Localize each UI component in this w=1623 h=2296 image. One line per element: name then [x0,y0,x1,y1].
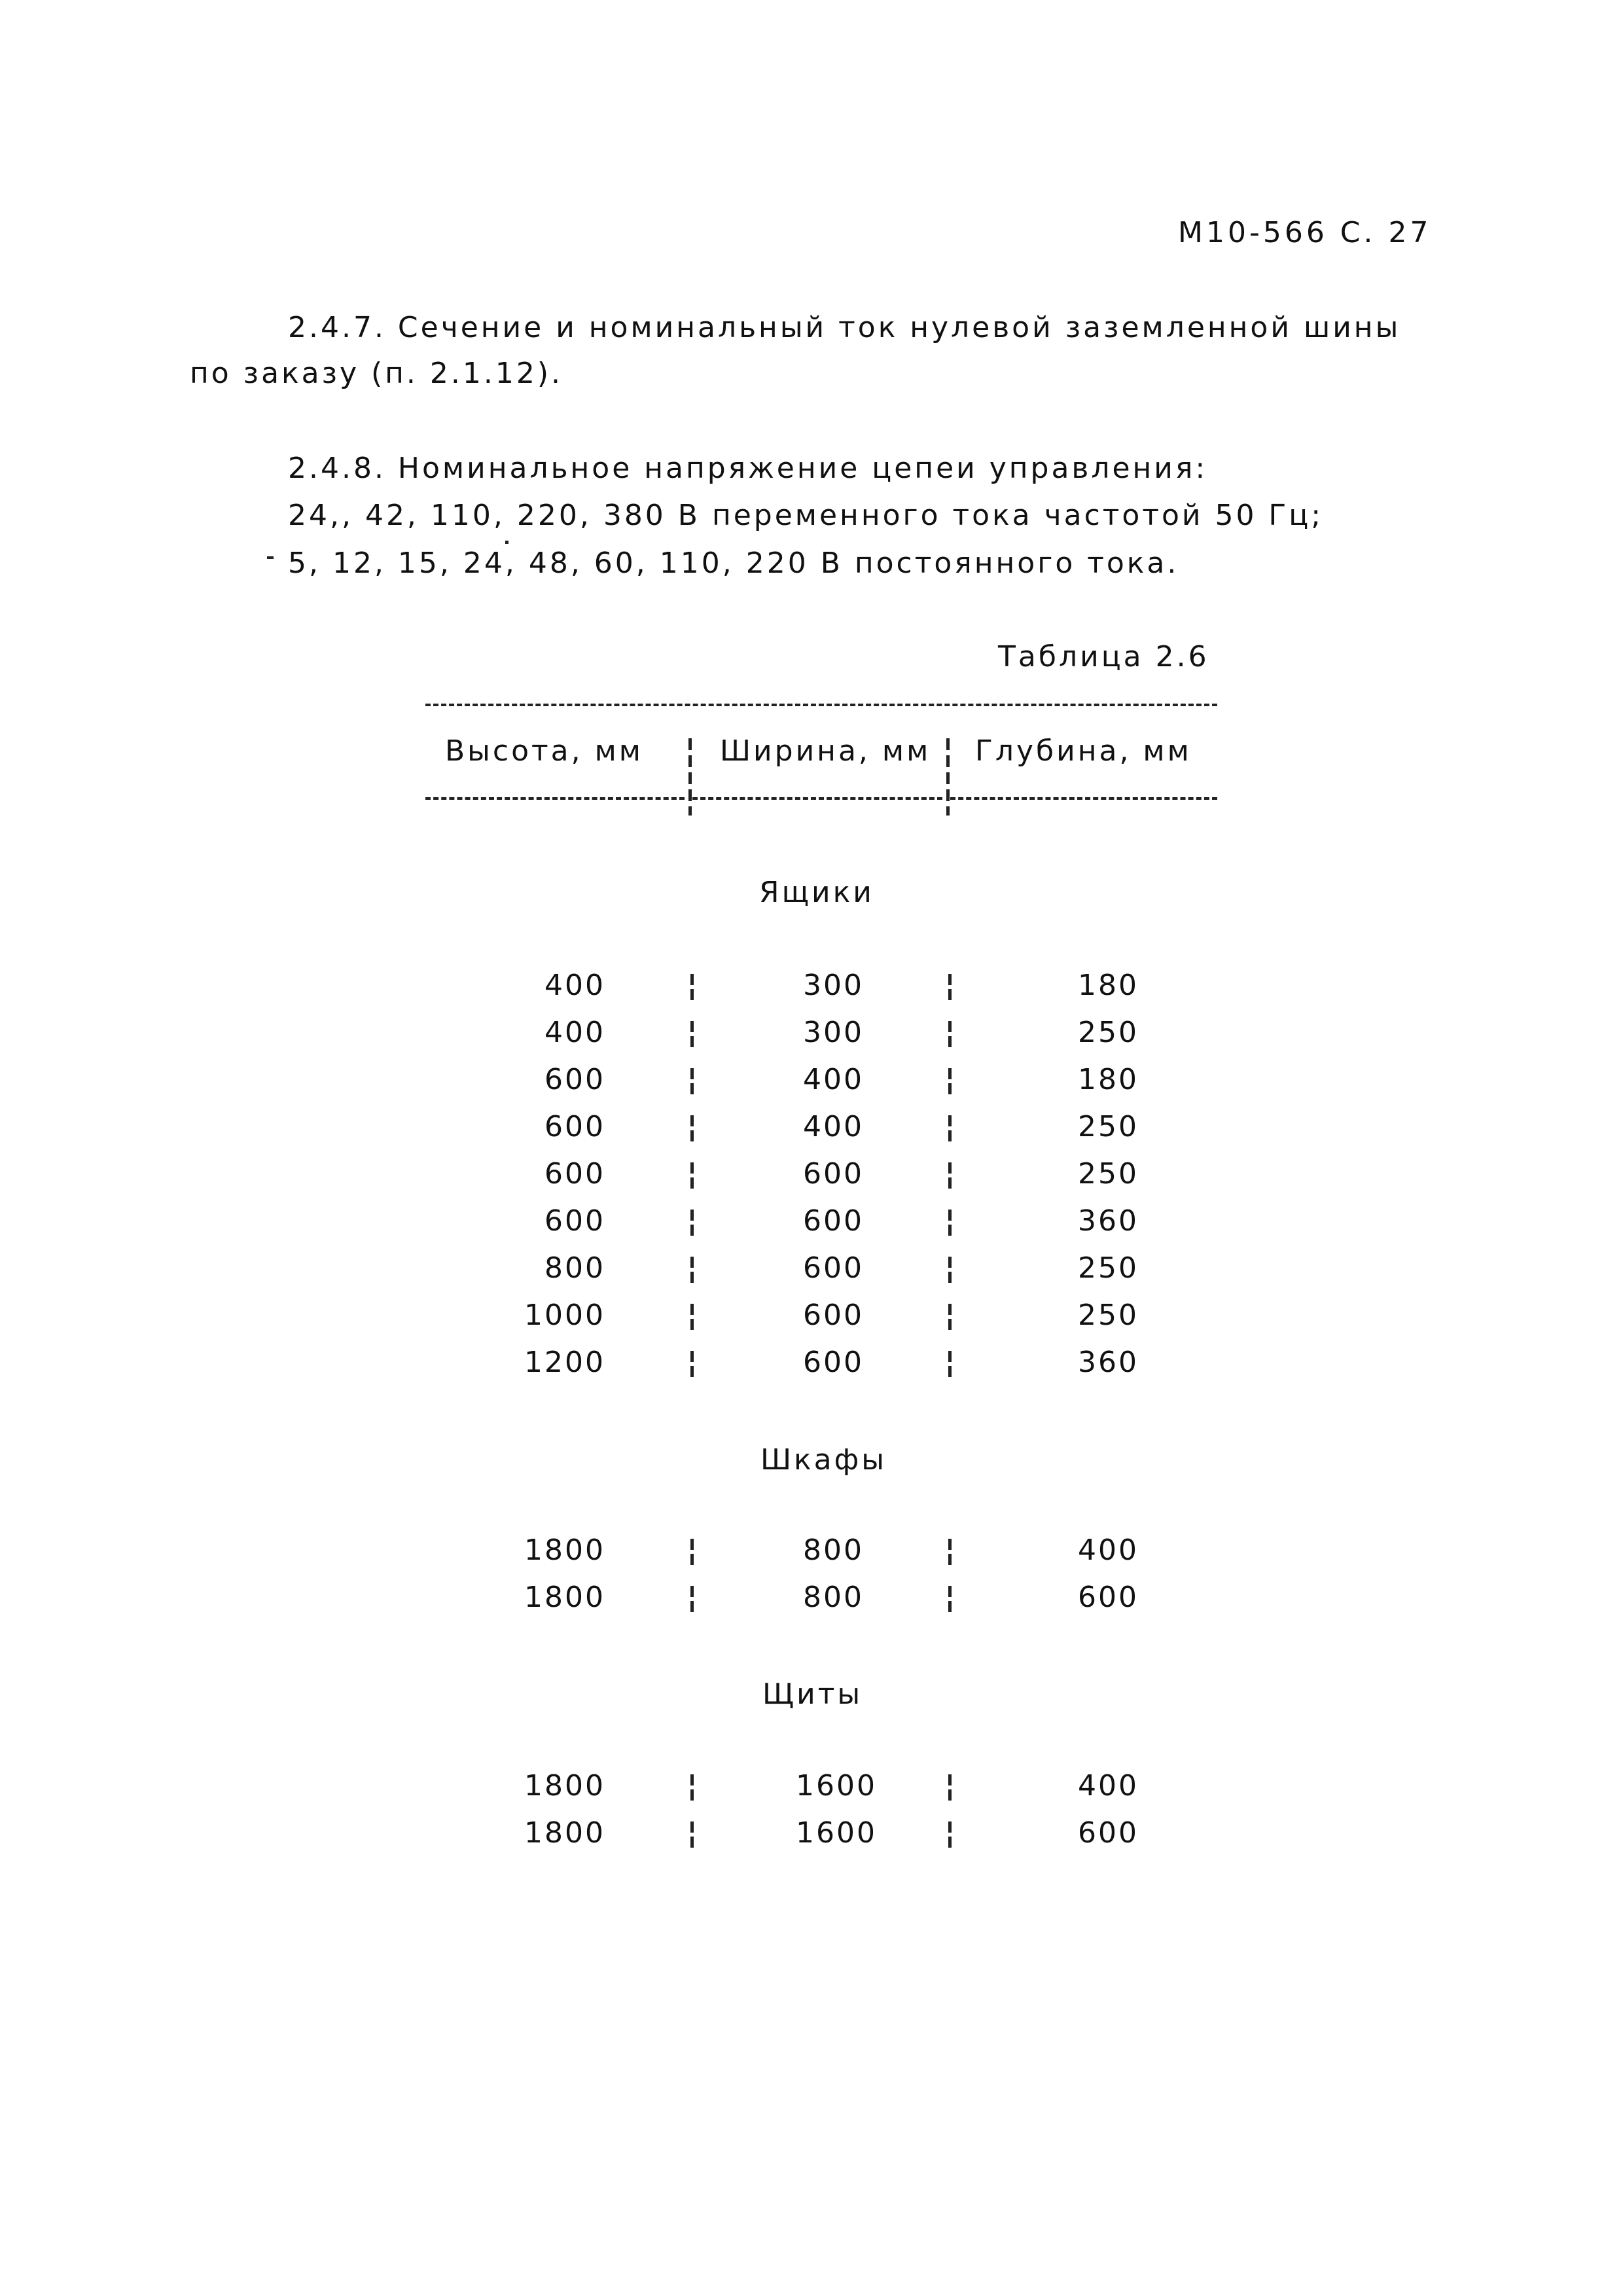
cell-height: 600 [544,1110,605,1143]
cell-height: 1200 [524,1346,605,1379]
cell-width: 600 [803,1299,864,1332]
column-separator [690,1304,694,1330]
column-separator [690,974,694,1000]
table-top-rule [425,704,1217,706]
column-separator [690,1539,694,1565]
cell-height: 1800 [524,1534,605,1567]
cell-width: 600 [803,1157,864,1191]
table-row [0,1769,1623,1808]
column-separator [948,1068,952,1094]
cell-depth: 250 [1078,1110,1139,1143]
cell-width: 600 [803,1346,864,1379]
column-separator [948,1257,952,1283]
header-column-separator [946,738,950,816]
cell-height: 1800 [524,1581,605,1614]
paragraph-2-4-7-line-1: 2.4.7. Сечение и номинальный ток нулевой заземленной шины [288,311,1401,344]
column-separator [948,1162,952,1189]
cell-height: 800 [544,1251,605,1285]
column-separator [690,1021,694,1047]
column-separator [690,1351,694,1377]
table-row [0,1157,1623,1196]
table-row [0,969,1623,1008]
header-bottom-rule [692,797,942,800]
cell-width: 400 [803,1063,864,1096]
column-separator [948,1821,952,1848]
cell-depth: 400 [1078,1769,1139,1803]
cell-depth: 250 [1078,1157,1139,1191]
cell-height: 600 [544,1157,605,1191]
column-separator [690,1162,694,1189]
paragraph-2-4-7-line-2: по заказу (п. 2.1.12). [190,357,563,390]
column-separator [948,1539,952,1565]
scan-artifact-tick [267,556,274,559]
cell-width: 1600 [796,1769,877,1803]
cell-depth: 180 [1078,1063,1139,1096]
column-separator [948,1774,952,1801]
table-row [0,1110,1623,1149]
table-row [0,1251,1623,1291]
table-row [0,1534,1623,1573]
header-column-separator [688,738,692,816]
paragraph-2-4-8-line-3: 5, 12, 15, 24, 48, 60, 110, 220 В постоянного тока. [288,547,1179,580]
table-row [0,1581,1623,1620]
cell-height: 1800 [524,1769,605,1803]
cell-depth: 250 [1078,1251,1139,1285]
table-row [0,1016,1623,1055]
header-bottom-rule [950,797,1217,800]
cell-height: 400 [544,969,605,1002]
page-reference: М10-566 С. 27 [1178,216,1432,249]
cell-width: 1600 [796,1816,877,1850]
cell-height: 1800 [524,1816,605,1850]
cell-width: 800 [803,1534,864,1567]
column-separator [690,1821,694,1848]
column-separator [690,1774,694,1801]
column-separator [948,1210,952,1236]
column-separator [690,1257,694,1283]
table-row [0,1204,1623,1244]
column-header-height: Высота, мм [445,734,643,768]
column-separator [690,1586,694,1612]
cell-width: 600 [803,1204,864,1238]
column-separator [948,1586,952,1612]
cell-width: 400 [803,1110,864,1143]
cell-height: 600 [544,1204,605,1238]
cell-depth: 250 [1078,1016,1139,1049]
column-separator [948,1304,952,1330]
cell-depth: 600 [1078,1581,1139,1614]
section-title: Ящики [759,876,874,909]
table-row [0,1299,1623,1338]
column-header-depth: Глубина, мм [975,734,1192,768]
column-header-width: Ширина, мм [720,734,931,768]
cell-depth: 360 [1078,1346,1139,1379]
cell-width: 300 [803,1016,864,1049]
cell-depth: 600 [1078,1816,1139,1850]
header-bottom-rule [425,797,685,800]
column-separator [948,1115,952,1141]
column-separator [948,1351,952,1377]
table-row [0,1346,1623,1385]
cell-width: 600 [803,1251,864,1285]
cell-width: 300 [803,969,864,1002]
table-row [0,1816,1623,1856]
section-title: Щиты [762,1677,863,1711]
cell-depth: 180 [1078,969,1139,1002]
scan-artifact-dot [505,541,508,544]
cell-depth: 400 [1078,1534,1139,1567]
cell-height: 600 [544,1063,605,1096]
cell-height: 1000 [524,1299,605,1332]
paragraph-2-4-8-line-2: 24,, 42, 110, 220, 380 В переменного тока частотой 50 Гц; [288,499,1324,532]
column-separator [690,1210,694,1236]
table-caption: Таблица 2.6 [998,640,1209,673]
section-title: Шкафы [760,1443,887,1477]
column-separator [690,1068,694,1094]
cell-depth: 360 [1078,1204,1139,1238]
column-separator [948,974,952,1000]
cell-width: 800 [803,1581,864,1614]
column-separator [948,1021,952,1047]
column-separator [690,1115,694,1141]
cell-depth: 250 [1078,1299,1139,1332]
paragraph-2-4-8-line-1: 2.4.8. Номинальное напряжение цепеи управления: [288,452,1208,485]
cell-height: 400 [544,1016,605,1049]
table-row [0,1063,1623,1102]
